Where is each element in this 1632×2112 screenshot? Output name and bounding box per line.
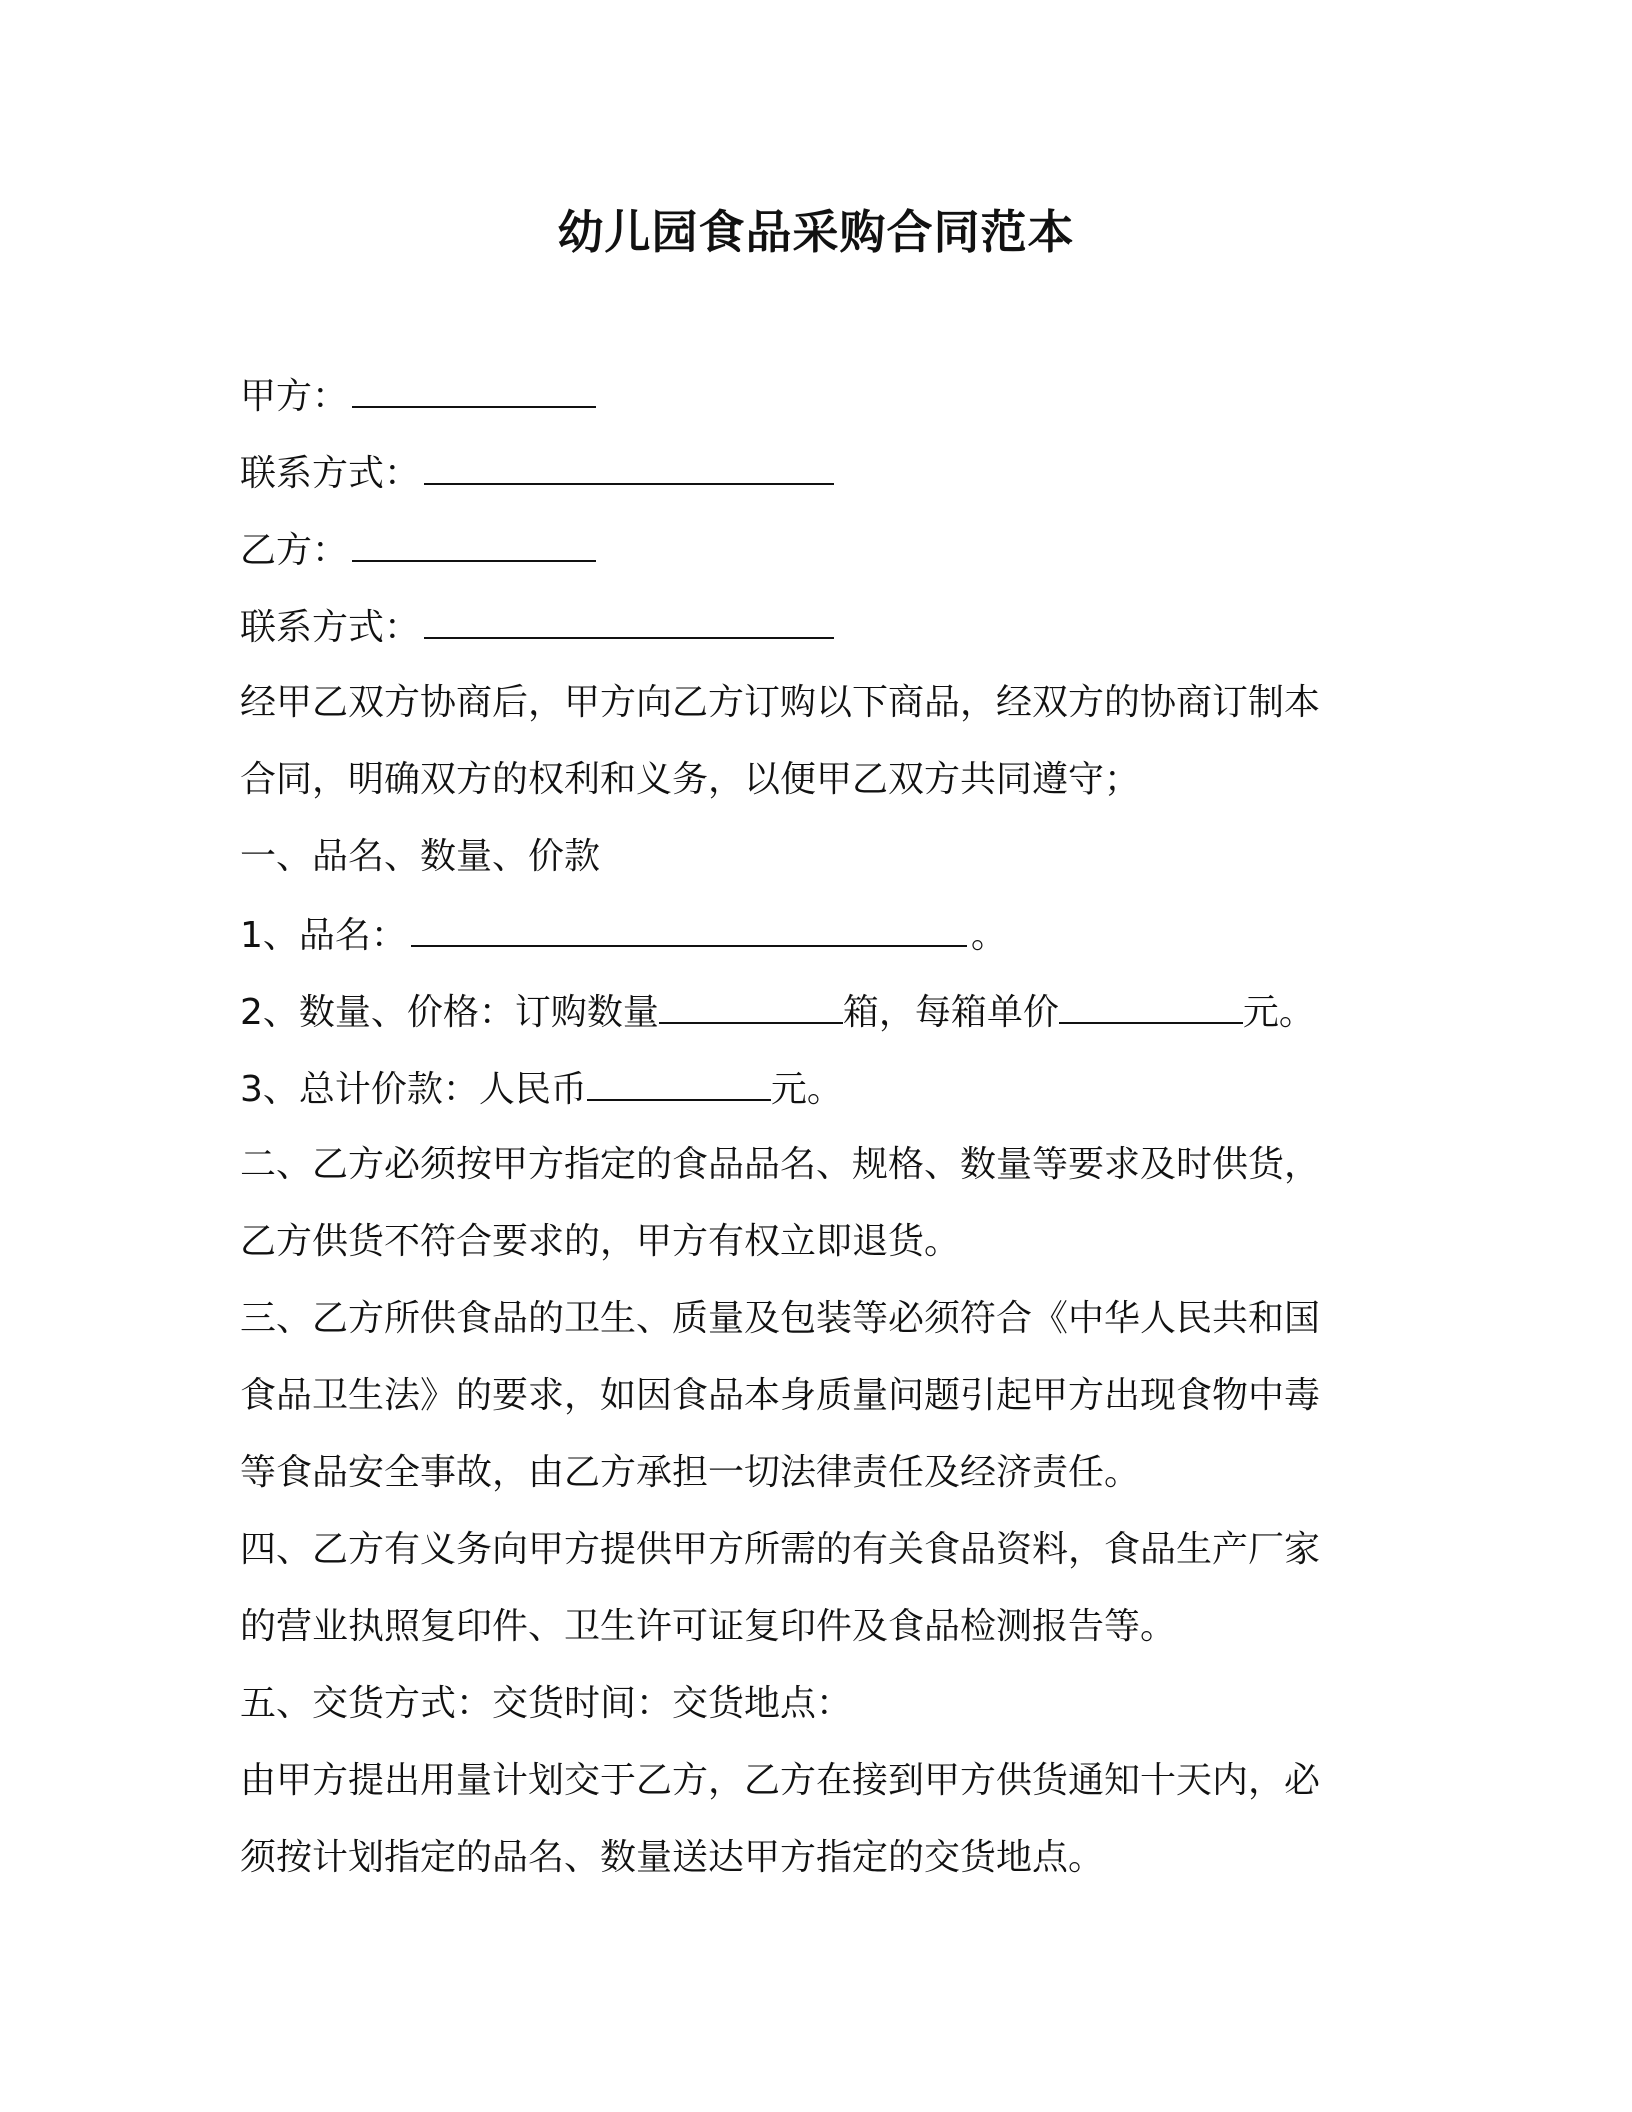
party-b-line — [240, 520, 1400, 597]
item-1-end: 。 — [970, 915, 1007, 956]
item-3-label: 3、总计价款：人民币 — [240, 1069, 587, 1110]
section-2-line-2: 乙方供货不符合要求的，甲方有权立即退货。 — [240, 1221, 961, 1262]
intro-line-2: 合同，明确双方的权利和义务，以便甲乙双方共同遵守； — [240, 759, 1141, 800]
section-5-heading: 五、交货方式：交货时间：交货地点： — [240, 1683, 853, 1724]
quantity-blank[interactable] — [659, 982, 843, 1024]
document-body — [240, 366, 1400, 1906]
unit-price-blank[interactable] — [1059, 982, 1243, 1024]
section-4-line-2: 的营业执照复印件、卫生许可证复印件及食品检测报告等。 — [240, 1606, 1177, 1647]
party-a-blank[interactable] — [352, 366, 596, 408]
party-b-contact-blank[interactable] — [424, 597, 834, 639]
section-5-line-1: 由甲方提出用量计划交于乙方，乙方在接到甲方供货通知十天内，必 — [240, 1760, 1321, 1801]
section-5-line-2: 须按计划指定的品名、数量送达甲方指定的交货地点。 — [240, 1837, 1105, 1878]
party-b-contact-label: 联系方式： — [240, 607, 421, 648]
intro-line-1: 经甲乙双方协商后，甲方向乙方订购以下商品，经双方的协商订制本 — [240, 682, 1321, 723]
party-b-contact-line — [240, 597, 1400, 674]
party-b-label: 乙方： — [240, 530, 349, 571]
party-a-line — [240, 366, 1400, 443]
item-2-end: 元。 — [1242, 992, 1315, 1033]
item-1-label: 1、品名： — [240, 915, 407, 956]
product-name-blank[interactable] — [411, 905, 967, 947]
item-3-line — [240, 1059, 1400, 1136]
item-3-end: 元。 — [770, 1069, 843, 1110]
party-a-contact-line — [240, 443, 1400, 520]
section-3-line-3: 等食品安全事故，由乙方承担一切法律责任及经济责任。 — [240, 1452, 1141, 1493]
item-2-line — [240, 982, 1400, 1059]
section-2-line-1: 二、乙方必须按甲方指定的食品品名、规格、数量等要求及时供货， — [240, 1144, 1321, 1185]
item-2-label: 2、数量、价格：订购数量 — [240, 992, 659, 1033]
item-1-line — [240, 905, 1400, 982]
party-a-contact-blank[interactable] — [424, 443, 834, 485]
document-title: 幼儿园食品采购合同范本 — [557, 205, 1075, 259]
party-b-blank[interactable] — [352, 520, 596, 562]
section-1-heading: 一、品名、数量、价款 — [240, 836, 601, 877]
section-4-line-1: 四、乙方有义务向甲方提供甲方所需的有关食品资料，食品生产厂家 — [240, 1529, 1321, 1570]
total-price-blank[interactable] — [587, 1059, 771, 1101]
section-3-line-1: 三、乙方所供食品的卫生、质量及包装等必须符合《中华人民共和国 — [240, 1298, 1321, 1339]
item-2-unit: 箱，每箱单价 — [842, 992, 1059, 1033]
party-a-contact-label: 联系方式： — [240, 453, 421, 494]
party-a-label: 甲方： — [240, 376, 349, 417]
section-3-line-2: 食品卫生法》的要求，如因食品本身质量问题引起甲方出现食物中毒 — [240, 1375, 1321, 1416]
